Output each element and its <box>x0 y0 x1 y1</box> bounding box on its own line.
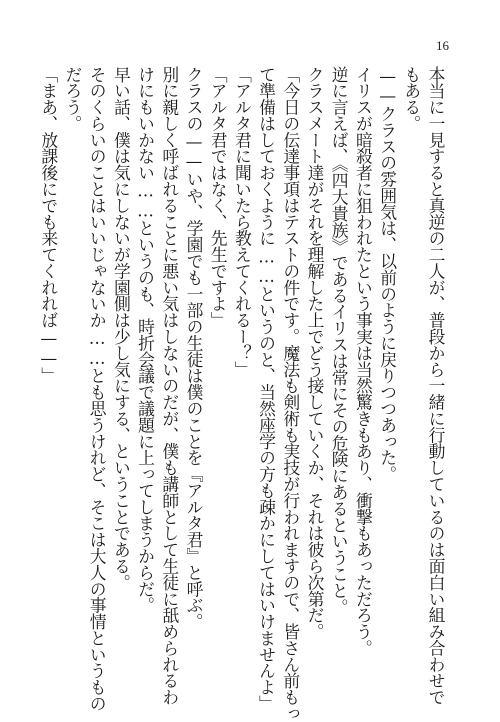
text-line: クラスメート達がそれを理解した上でどう接していくか、それは彼ら次第だ。 <box>304 66 325 640</box>
text-line: 本当に一見すると真逆の二人が、普段から一緒に行動しているのは面白い組み合わせで <box>426 66 446 706</box>
text-line: て準備はしておくように……というのと、当然座学の方も疎かにしてはいけませんよ」 <box>256 66 277 712</box>
text-line: ——クラスの雰囲気は、以前のように戻りつつあった。 <box>377 66 398 483</box>
text-line: 逆に言えば、《四大貴族》であるイリスは常にその危険にあるということ。 <box>329 66 350 615</box>
text-line: 別に親しく呼ばれることに悪い気はしないのだが、僕も講師として生徒に舐められるわ <box>159 66 180 706</box>
text-line: だろう。 <box>62 66 83 132</box>
body-text <box>37 66 448 722</box>
text-line: 「アルタ君に聞いたら教えてくれるー？」 <box>232 66 253 378</box>
text-line: 早い話、僕は気にしないが学園側は少し気にする、ということである。 <box>111 66 132 591</box>
text-line: イリスが暗殺者に狙われたという事実は当然驚きもあり、衝撃もあっただろう。 <box>353 66 374 657</box>
text-line: 「アルタ君ではなく、先生ですよ」 <box>208 66 229 329</box>
text-line: 「今日の伝達事項はテストの件です。魔法も剣術も実技が行われますので、皆さん前もっ <box>280 66 301 722</box>
text-line: もある。 <box>401 66 422 132</box>
text-line: けにもいかない……というのも、時折会議で議題に上ってしまうからだ。 <box>135 66 156 614</box>
text-line: クラスの——いや、学園でも一部の生徒は僕のことを『アルタ君』と呼ぶ。 <box>183 66 204 630</box>
text-line: 「まあ、放課後にでも来てくれれば——」 <box>38 66 59 384</box>
page-number: 16 <box>436 38 449 53</box>
text-line: そのくらいのことはいいじゃないか……とも思うけれど、そこは大人の事情というもの <box>87 66 108 712</box>
